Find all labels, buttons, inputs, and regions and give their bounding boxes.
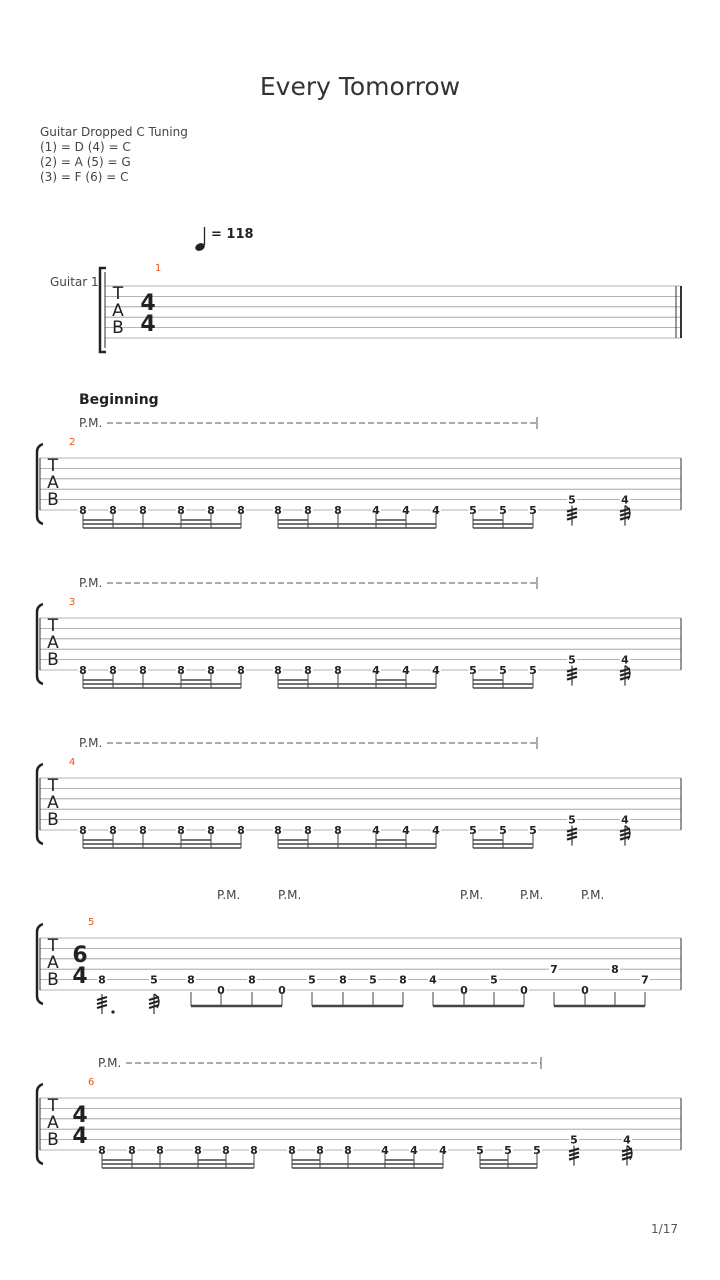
fret-number: 8 <box>344 1144 352 1157</box>
tremolo-a-slash <box>97 1001 107 1004</box>
tuning-line-2: (2) = A (5) = G <box>40 155 131 169</box>
fret-number: 5 <box>499 664 507 677</box>
tremolo-c-slash <box>569 1157 579 1160</box>
fret-number: 8 <box>304 504 312 517</box>
tab-letter-b: B <box>47 810 59 830</box>
fret-number: 8 <box>334 664 342 677</box>
measure-number: 5 <box>88 917 95 928</box>
fret-number: 5 <box>308 973 316 987</box>
fret-number: 4 <box>621 813 629 827</box>
time-signature-top: 4 <box>72 1103 88 1128</box>
fret-number: 5 <box>469 664 477 677</box>
tab-letter-t: T <box>47 456 59 476</box>
measure-number: 2 <box>69 437 76 448</box>
tab-letter-t: T <box>47 1096 59 1116</box>
instrument-label: Guitar 1 <box>50 275 99 289</box>
fret-number: 8 <box>109 824 117 837</box>
tab-letter-b: B <box>47 490 59 510</box>
fret-number: 4 <box>372 504 380 517</box>
tab-letter-a: A <box>47 473 59 493</box>
fret-number: 8 <box>109 504 117 517</box>
tremolo-d-slash <box>620 833 630 836</box>
tab-letter-t: T <box>47 936 59 956</box>
tremolo-c-slash <box>567 829 577 832</box>
fret-number: 5 <box>533 1144 541 1157</box>
fret-number: 8 <box>98 1144 106 1157</box>
fret-number: 8 <box>194 1144 202 1157</box>
measure-number: 6 <box>88 1077 95 1088</box>
tremolo-c-slash <box>569 1153 579 1156</box>
fret-number: 8 <box>304 824 312 837</box>
fret-number: 0 <box>278 984 286 997</box>
fret-number: 8 <box>98 973 106 987</box>
tab-letter-b: B <box>47 650 59 670</box>
time-signature-bottom: 4 <box>140 312 156 337</box>
tab-letter-a: A <box>47 793 59 813</box>
fret-number: 8 <box>128 1144 136 1157</box>
pm-system-5-label: P.M. <box>520 888 544 902</box>
pm-system-5-label: P.M. <box>581 888 605 902</box>
fret-number: 4 <box>432 664 440 677</box>
page-number: 1/17 <box>651 1222 678 1236</box>
fret-number: 8 <box>611 963 619 977</box>
tab-letter-a: A <box>47 633 59 653</box>
fret-number: 5 <box>529 664 537 677</box>
fret-number: 4 <box>372 824 380 837</box>
fret-number: 8 <box>79 824 87 837</box>
fret-number: 8 <box>139 504 147 517</box>
fret-number: 8 <box>274 504 282 517</box>
fret-number: 4 <box>429 973 437 987</box>
fret-number: 8 <box>237 664 245 677</box>
fret-number: 8 <box>177 504 185 517</box>
fret-number: 8 <box>177 664 185 677</box>
tremolo-c-slash <box>567 517 577 520</box>
time-signature-bottom: 4 <box>72 964 88 989</box>
fret-number: 8 <box>139 824 147 837</box>
fret-number: 8 <box>156 1144 164 1157</box>
fret-number: 4 <box>621 493 629 507</box>
tremolo-c-slash <box>567 673 577 676</box>
tremolo-b-slash <box>149 1001 159 1004</box>
fret-number: 5 <box>529 504 537 517</box>
tab-letter-t: T <box>112 284 124 304</box>
fret-number: 7 <box>550 963 558 977</box>
tremolo-d-slash <box>620 513 630 516</box>
fret-number: 5 <box>150 973 158 987</box>
fret-number: 8 <box>207 664 215 677</box>
fret-number: 4 <box>432 824 440 837</box>
pm-system-5-label: P.M. <box>460 888 484 902</box>
measure-number: 3 <box>69 597 76 608</box>
tuning-name: Guitar Dropped C Tuning <box>40 125 188 139</box>
fret-number: 8 <box>339 973 347 987</box>
fret-number: 4 <box>381 1144 389 1157</box>
fret-number: 8 <box>399 973 407 987</box>
fret-number: 5 <box>476 1144 484 1157</box>
fret-number: 7 <box>641 973 649 987</box>
measure-number: 1 <box>155 263 162 274</box>
fret-number: 8 <box>79 504 87 517</box>
fret-number: 4 <box>410 1144 418 1157</box>
fret-number: 5 <box>469 504 477 517</box>
tab-letter-a: A <box>112 301 124 321</box>
fret-number: 5 <box>499 504 507 517</box>
tuning-line-1: (1) = D (4) = C <box>40 140 131 154</box>
fret-number: 8 <box>222 1144 230 1157</box>
fret-number: 8 <box>79 664 87 677</box>
fret-number: 0 <box>460 984 468 997</box>
tab-letter-b: B <box>112 318 124 338</box>
fret-number: 8 <box>288 1144 296 1157</box>
fret-number: 8 <box>334 504 342 517</box>
tab-letter-a: A <box>47 1113 59 1133</box>
fret-number: 5 <box>568 653 576 667</box>
fret-number: 0 <box>520 984 528 997</box>
fret-number: 0 <box>217 984 225 997</box>
fret-number: 8 <box>237 504 245 517</box>
tempo-value: = 118 <box>211 227 254 242</box>
pm-system-5-label: P.M. <box>217 888 241 902</box>
time-signature-top: 4 <box>140 291 156 316</box>
tremolo-c-slash <box>567 837 577 840</box>
time-signature-top: 6 <box>72 943 88 968</box>
pm-system-5-label: P.M. <box>278 888 302 902</box>
dot <box>111 1010 114 1013</box>
tremolo-d-slash <box>620 673 630 676</box>
fret-number: 8 <box>207 504 215 517</box>
fret-number: 8 <box>109 664 117 677</box>
fret-number: 5 <box>504 1144 512 1157</box>
tremolo-c-slash <box>567 669 577 672</box>
tab-letter-t: T <box>47 776 59 796</box>
time-signature-bottom: 4 <box>72 1124 88 1149</box>
song-title: Every Tomorrow <box>259 72 461 101</box>
fret-number: 8 <box>207 824 215 837</box>
fret-number: 4 <box>623 1133 631 1147</box>
fret-number: 4 <box>432 504 440 517</box>
tab-letter-b: B <box>47 970 59 990</box>
fret-number: 8 <box>248 973 256 987</box>
tremolo-c-slash <box>567 833 577 836</box>
fret-number: 5 <box>469 824 477 837</box>
pm-system-6-label: P.M. <box>98 1056 122 1070</box>
fret-number: 5 <box>490 973 498 987</box>
fret-number: 8 <box>274 664 282 677</box>
fret-number: 8 <box>187 973 195 987</box>
fret-number: 8 <box>237 824 245 837</box>
section-label: Beginning <box>79 392 159 408</box>
tremolo-c-slash <box>569 1149 579 1152</box>
fret-number: 8 <box>177 824 185 837</box>
fret-number: 4 <box>402 504 410 517</box>
fret-number: 0 <box>581 984 589 997</box>
fret-number: 8 <box>316 1144 324 1157</box>
fret-number: 4 <box>402 824 410 837</box>
pm-system-2-label: P.M. <box>79 416 103 430</box>
fret-number: 5 <box>568 493 576 507</box>
tremolo-c-slash <box>567 513 577 516</box>
tab-letter-a: A <box>47 953 59 973</box>
tremolo-a-slash <box>97 997 107 1000</box>
fret-number: 4 <box>372 664 380 677</box>
fret-number: 8 <box>139 664 147 677</box>
fret-number: 4 <box>402 664 410 677</box>
fret-number: 4 <box>439 1144 447 1157</box>
fret-number: 5 <box>570 1133 578 1147</box>
tremolo-a-slash <box>97 1005 107 1008</box>
fret-number: 8 <box>334 824 342 837</box>
fret-number: 5 <box>529 824 537 837</box>
tuning-line-3: (3) = F (6) = C <box>40 170 129 184</box>
fret-number: 5 <box>568 813 576 827</box>
tremolo-c-slash <box>567 677 577 680</box>
fret-number: 5 <box>499 824 507 837</box>
tremolo-d-slash <box>622 1153 632 1156</box>
fret-number: 5 <box>369 973 377 987</box>
fret-number: 8 <box>304 664 312 677</box>
fret-number: 8 <box>274 824 282 837</box>
fret-number: 8 <box>250 1144 258 1157</box>
measure-number: 4 <box>69 757 76 768</box>
tab-letter-t: T <box>47 616 59 636</box>
fret-number: 4 <box>621 653 629 667</box>
tremolo-c-slash <box>567 509 577 512</box>
pm-system-3-label: P.M. <box>79 576 103 590</box>
pm-system-4-label: P.M. <box>79 736 103 750</box>
tab-letter-b: B <box>47 1130 59 1150</box>
